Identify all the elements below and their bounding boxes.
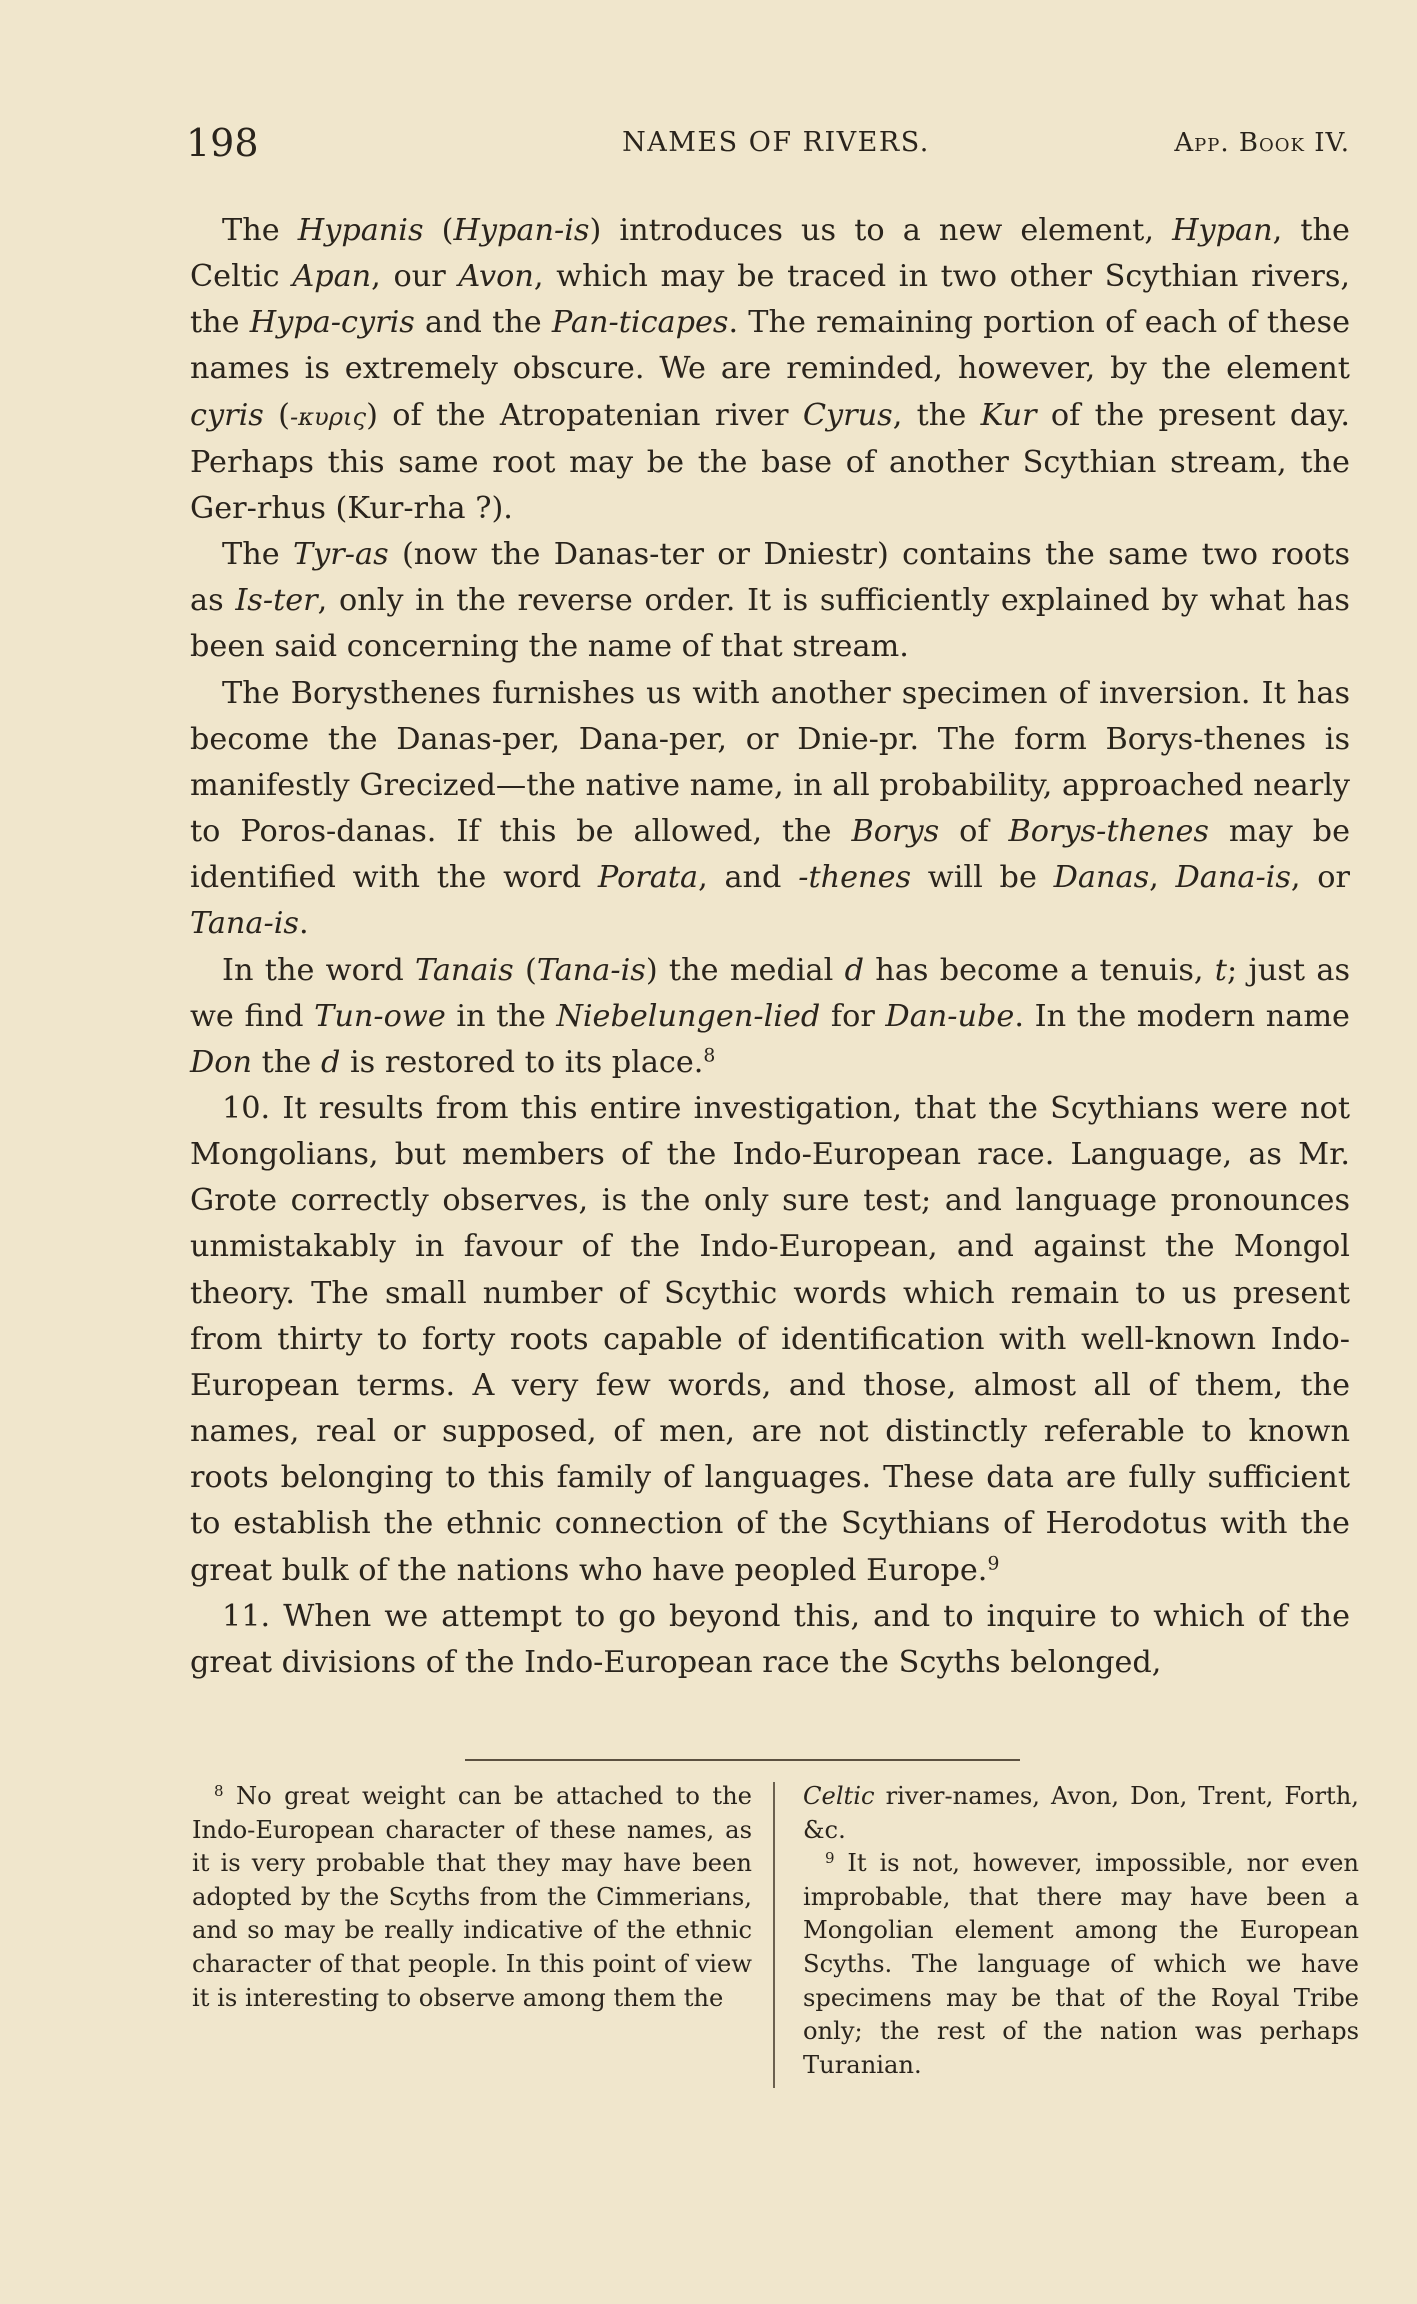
paragraph-borysthenes: The Borysthenes furnishes us with another specimen of inversion. It has become the Danas-per, Dana-per, or Dnie-pr. The form Borys-thenes is manifestly Grecized—the native name, in all probability, approached nearly to Poros-danas. If this be allowed, the Borys of Borys-thenes may be identified with the word Porata, and -thenes will be Danas, Dana-is, or Tana-is. [190,675,1351,942]
footnote-mark: 8 [214,1781,224,1800]
main-text [190,208,1350,1686]
footnote-column-right [803,1780,1359,2082]
footnote-mark: 9 [825,1848,835,1867]
footnote-ref-9: 9 [987,1553,1000,1575]
paragraph-section-10: 10. It results from this entire investigation, that the Scythians were not Mongolians, but members of the Indo-European race. Language, as Mr. Grote correctly observes, is the only sure test; and language pronounces unmistakably in favour of the Indo-European, and against the Mongol theory. The small number of Scythic words which remain to us present from thirty to forty roots capable of identification with well-known Indo-European terms. A very few words, and those, almost all of them, the names, real or supposed, of men, are not distinctly referable to known roots belonging to this family of languages. These data are fully sufficient to establish the ethnic connection of the Scythians of Herodotus with the great bulk of the nations who have peopled Europe.$^9$ [190,1090,1350,1588]
page-number: 198 [186,121,259,165]
paragraph-tyras: The Tyr-as (now the Danas-ter or Dniestr) contains the same two roots as Is-ter, only in the reverse order. It is sufficiently explained by what has been said concerning the name of that stream. [190,537,1351,665]
greek-word: -κυρις [289,401,367,431]
footnote-8-continued: Celtic river-names, Avon, Don, Trent, Forth, &c. [803,1782,1359,1844]
paragraph-hypanis: The Hypanis (Hypan-is) introduces us to a new element, Hypan, the Celtic Apan, our Avon, which may be traced in two other Scythian rivers, the Hypa-cyris and the Pan-ticapes. The remaining portion of each of these names is extremely obscure. We are reminded, however, by the element cyris (-κυρις) of the Atropatenian river Cyrus, the Kur of the present day. Perhaps this same root may be the base of another Scythian stream, the Ger-rhus (Kur-rha ?). [190,213,1351,526]
footnote-column-separator [773,1782,775,2088]
footnote-divider [465,1759,1020,1761]
section-reference: App. Book IV. [1174,128,1350,158]
paragraph-tanais: In the word Tanais (Tana-is) the medial d has become a tenuis, t; just as we find Tun-owe in the Niebelungen-lied for Dan-ube. In the modern name Don the d is restored to its place.$^8$ [190,952,1350,1080]
running-header [186,120,1350,166]
paragraph-section-11: 11. When we attempt to go beyond this, and to inquire to which of the great divisions of the Indo-European race the Scyths belonged, [190,1598,1350,1680]
footnote-8: $^8$ No great weight can be attached to the Indo-European character of these names, as it is very probable that they may have been adopted by the Scyths from the Cimmerians, and so may be really indicative of the ethnic character of that people. In this point of view it is interesting to observe among them the [192,1781,752,2012]
footnote-9: $^9$ It is not, however, impossible, nor even improbable, that there may have been a Mongolian element among the European Scyths. The language of which we have specimens may be that of the Royal Tribe only; the rest of the nation was perhaps Turanian. [803,1848,1359,2079]
footnote-ref-8: 8 [703,1045,716,1067]
running-title: NAMES OF RIVERS. [622,127,930,158]
footnote-column-left [192,1780,752,2015]
